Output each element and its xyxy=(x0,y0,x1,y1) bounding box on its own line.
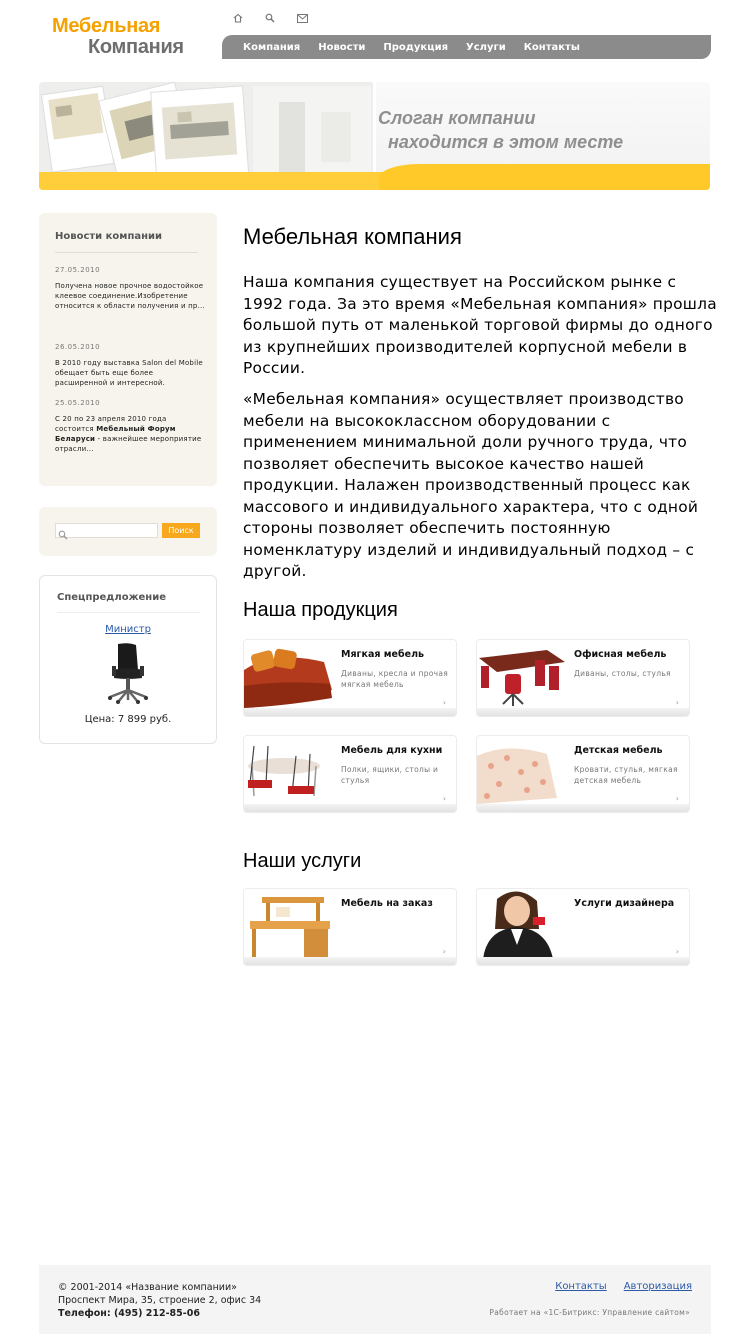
address: Проспект Мира, 35, строение 2, офис 34 xyxy=(58,1295,262,1306)
magnifier-icon xyxy=(58,525,68,544)
mail-icon[interactable] xyxy=(294,10,310,26)
chevron-right-icon: › xyxy=(675,947,679,956)
product-card-soft-furniture[interactable] xyxy=(243,639,457,717)
banner-slogan xyxy=(378,106,623,154)
header-banner xyxy=(39,82,710,190)
news-text[interactable] xyxy=(55,414,205,454)
designer-photo xyxy=(477,889,567,959)
footer-info xyxy=(58,1281,261,1320)
footer-link-contacts[interactable]: Контакты xyxy=(555,1281,607,1292)
kids-bed-image xyxy=(477,736,567,806)
news-date: 27.05.2010 xyxy=(55,266,101,274)
card-title: Детская мебель xyxy=(574,745,663,756)
home-icon[interactable] xyxy=(230,10,246,26)
card-description: Полки, ящики, столы и стулья xyxy=(341,765,439,785)
chevron-right-icon: › xyxy=(675,794,679,803)
search-button[interactable]: Поиск xyxy=(162,523,200,538)
kitchen-table-image xyxy=(244,736,334,806)
news-text-part: С 20 по 23 апреля 2010 года состоится xyxy=(55,415,167,433)
news-text[interactable]: В 2010 году выставка Salon del Mobile обещает быть еще более расширенной и интересной. xyxy=(55,359,203,387)
card-description: Диваны, кресла и прочая мягкая мебель xyxy=(341,669,449,689)
office-table-image xyxy=(477,640,567,710)
sofa-image xyxy=(244,640,334,710)
news-panel-title: Новости компании xyxy=(55,231,163,242)
card-description: Диваны, столы, стулья xyxy=(574,669,671,678)
logo-line1: Мебельная xyxy=(52,15,161,37)
offer-product-link[interactable]: Министр xyxy=(105,624,151,635)
news-text-part: - важнейшее мероприятие отрасли... xyxy=(55,435,202,453)
news-item[interactable] xyxy=(55,265,205,311)
service-card-custom-furniture[interactable] xyxy=(243,888,457,966)
search-input[interactable] xyxy=(55,523,158,538)
news-item[interactable] xyxy=(55,342,205,388)
nav-item-contacts[interactable]: Контакты xyxy=(523,41,580,53)
chevron-right-icon: › xyxy=(675,698,679,707)
page-title: Мебельная компания xyxy=(243,224,462,249)
chevron-right-icon: › xyxy=(442,947,446,956)
office-chair-image[interactable] xyxy=(104,642,152,704)
footer-links xyxy=(555,1281,692,1292)
company-logo[interactable] xyxy=(52,16,192,58)
offer-price: Цена: 7 899 руб. xyxy=(84,714,172,725)
card-description: Кровати, стулья, мягкая детская мебель xyxy=(574,765,678,785)
search-icon[interactable] xyxy=(262,10,278,26)
divider xyxy=(55,252,198,253)
news-date: 26.05.2010 xyxy=(55,343,101,351)
news-text-bold: Мебельный Форум Беларуси xyxy=(55,425,176,443)
nav-item-news[interactable]: Новости xyxy=(318,41,366,53)
intro-paragraph: Наша компания существует на Российском рынке с 1992 года. За это время «Мебельная компания» прошла большой путь от маленькой торговой фирмы до одного из крупнейших производителей корпусной мебели в России. xyxy=(243,273,717,377)
services-section-title: Наши услуги xyxy=(243,850,362,872)
nav-item-company[interactable]: Компания xyxy=(243,41,301,53)
description-paragraph: «Мебельная компания» осуществляет производство мебели на высококлассном оборудовании с применением минимальной доли ручного труда, что позволяет обеспечить высокое качество нашей продукции. Налажен производственный процесс как массового и индивидуального характера, что с одной стороны позволяет обеспечить постоянную номенклатуру изделий и индивидуальный подход – с другой. xyxy=(243,390,699,580)
phone: Телефон: (495) 212-85-06 xyxy=(58,1308,200,1319)
chevron-right-icon: › xyxy=(442,794,446,803)
slogan-line2: находится в этом месте xyxy=(388,132,624,152)
news-date: 25.05.2010 xyxy=(55,399,101,407)
copyright: © 2001-2014 «Название компании» xyxy=(58,1282,237,1293)
card-title: Офисная мебель xyxy=(574,649,667,660)
card-title: Мебель на заказ xyxy=(341,898,433,909)
top-icons xyxy=(230,10,310,26)
logo-line2: Компания xyxy=(88,36,184,58)
nav-item-products[interactable]: Продукция xyxy=(383,41,449,53)
powered-by[interactable]: Работает на «1С-Битрикс: Управление сайтом» xyxy=(489,1308,690,1317)
card-title: Мебель для кухни xyxy=(341,745,443,756)
product-card-kitchen-furniture[interactable] xyxy=(243,735,457,813)
chevron-right-icon: › xyxy=(442,698,446,707)
footer-link-login[interactable]: Авторизация xyxy=(623,1281,692,1292)
nav-item-services[interactable]: Услуги xyxy=(466,41,506,53)
product-card-kids-furniture[interactable] xyxy=(476,735,690,813)
card-title: Услуги дизайнера xyxy=(574,898,675,909)
desk-image xyxy=(244,889,334,959)
card-title: Мягкая мебель xyxy=(341,649,425,660)
main-navigation xyxy=(222,35,711,59)
news-item[interactable] xyxy=(55,398,205,454)
slogan-line1: Слоган компании xyxy=(378,108,536,128)
service-card-designer[interactable] xyxy=(476,888,690,966)
special-offer-title: Спецпредложение xyxy=(57,592,166,603)
products-section-title: Наша продукция xyxy=(243,599,398,621)
divider xyxy=(57,612,200,613)
news-text[interactable]: Получена новое прочное водостойкое клеевое соединение.Изобретение относится к области получения и пр... xyxy=(55,282,205,310)
product-card-office-furniture[interactable] xyxy=(476,639,690,717)
